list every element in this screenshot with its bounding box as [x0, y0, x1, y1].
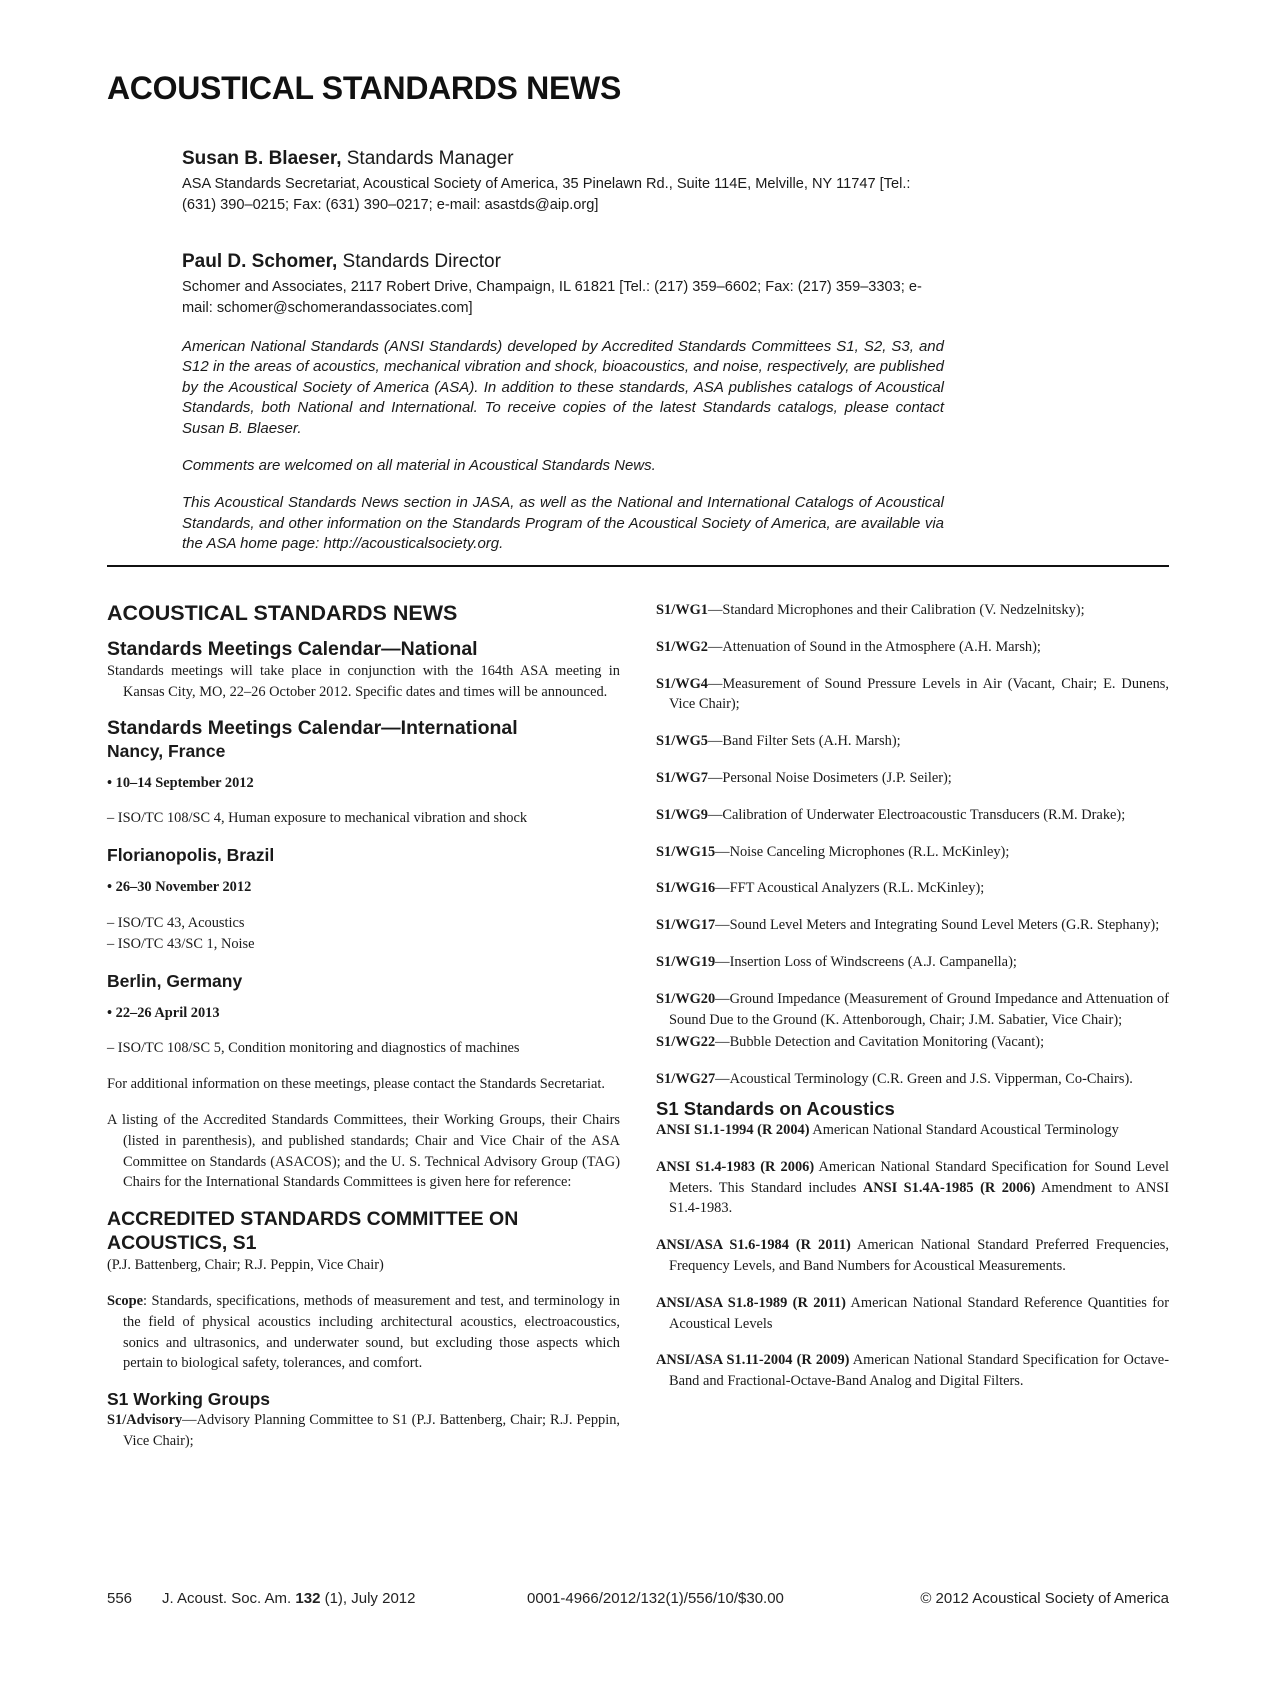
standard-item: [656, 1293, 1169, 1335]
standard-item: [656, 1157, 1169, 1219]
left-column: [107, 600, 620, 1452]
wg-text: —Calibration of Underwater Electroacoustic Transducers (R.M. Drake);: [707, 806, 1126, 823]
wg-text: —Standard Microphones and their Calibration (V. Nedzelnitsky);: [707, 602, 1085, 618]
footer-copyright: © 2012 Acoustical Society of America: [920, 1590, 1169, 1607]
wg-text: —Sound Level Meters and Integrating Sound Level Meters (G.R. Stephany);: [715, 917, 1160, 934]
international-heading: Standards Meetings Calendar—International: [107, 716, 518, 739]
footer-issn: 0001-4966/2012/132(1)/556/10/$30.00: [527, 1590, 784, 1607]
standard-text: American National Standard Specification for Octave-Band and Fractional-Octave-Band Analog and Digital Filters.: [669, 1352, 1169, 1390]
standard-text: American National Standard Preferred Frequencies, Frequency Levels, and Band Numbers for Acoustical Measurements.: [669, 1237, 1169, 1274]
wg-item: [656, 1069, 1169, 1090]
standard-code: ANSI/ASA S1.6-1984 (R 2011): [656, 1237, 851, 1254]
meeting-city: Florianopolis, Brazil: [107, 845, 275, 866]
editor-address: ASA Standards Secretariat, Acoustical Society of America, 35 Pinelawn Rd., Suite 114E, Melville, NY 11747 [Tel.: (631) 390–0215; Fax: (631) 390–0217; e-mail: asastds@aip.org]: [182, 176, 911, 213]
national-heading: Standards Meetings Calendar—National: [107, 638, 478, 660]
footer-journal: J. Acoust. Soc. Am.: [162, 1590, 296, 1607]
standards-heading: S1 Standards on Acoustics: [656, 1097, 895, 1119]
wg-code: S1/WG7: [656, 769, 708, 786]
wg-text: —Noise Canceling Microphones (R.L. McKinley);: [715, 843, 1010, 860]
editor-address: Schomer and Associates, 2117 Robert Drive, Champaign, IL 61821 [Tel.: (217) 359–6602; Fax: (217) 359–3303; e-mail: schomer@schomerandassociates.com]: [182, 279, 922, 316]
wg-item: [656, 768, 1169, 789]
intro-paragraph: Comments are welcomed on all material in Acoustical Standards News.: [182, 457, 656, 475]
standard-code: ANSI/ASA S1.8-1989 (R 2011): [656, 1294, 846, 1311]
wg-code: S1/WG19: [656, 953, 716, 970]
wg-text: —Acoustical Terminology (C.R. Green and J.S. Vipperman, Co-Chairs).: [715, 1071, 1133, 1088]
standard-amendment-text: Amendment to ANSI S1.4-1983.: [669, 1179, 1170, 1217]
standard-item: [656, 1235, 1169, 1277]
editor-block-director: [182, 250, 942, 319]
working-groups-heading: S1 Working Groups: [107, 1389, 271, 1410]
meeting-item: – ISO/TC 43/SC 1, Noise: [107, 935, 255, 952]
section-title: ACOUSTICAL STANDARDS NEWS: [107, 601, 458, 625]
meeting-date: • 22–26 April 2013: [107, 1004, 220, 1021]
standard-text: American National Standard Acoustical Terminology: [809, 1121, 1119, 1138]
wg-text: —Attenuation of Sound in the Atmosphere (A.H. Marsh);: [707, 638, 1041, 655]
wg-item: [656, 674, 1169, 716]
wg-text: —Insertion Loss of Windscreens (A.J. Campanella);: [715, 953, 1017, 970]
footer-volume: 132: [295, 1590, 321, 1607]
wg-code: S1/Advisory: [107, 1412, 183, 1429]
editor-name: Paul D. Schomer,: [182, 251, 338, 272]
meeting-city: Nancy, France: [107, 740, 226, 761]
intro-paragraph: This Acoustical Standards News section in JASA, as well as the National and International Catalogs of Acoustical Standards, and other information on the Standards Program of the Acoustical Society of America, are available via the ASA home page: http://acousticalsociety.org.: [182, 494, 944, 553]
wg-item: [656, 952, 1169, 973]
wg-code: S1/WG16: [656, 880, 716, 897]
editor-name-line: [182, 147, 942, 171]
wg-code: S1/WG4: [656, 675, 708, 692]
wg-text: —Band Filter Sets (A.H. Marsh);: [707, 733, 901, 750]
standard-text: American National Standard Specification for Sound Level Meters. This Standard includes: [669, 1158, 1169, 1196]
wg-item: [656, 731, 1169, 752]
wg-text: —Personal Noise Dosimeters (J.P. Seiler);: [707, 769, 952, 786]
header-divider: [107, 565, 1169, 567]
wg-item: [656, 637, 1169, 658]
standard-code: ANSI S1.1-1994 (R 2004): [656, 1121, 810, 1138]
standard-item: [656, 1350, 1169, 1392]
meeting-city: Berlin, Germany: [107, 970, 243, 991]
wg-text: —Advisory Planning Committee to S1 (P.J. Battenberg, Chair; R.J. Peppin, Vice Chair);: [123, 1412, 620, 1449]
right-column: [656, 600, 1169, 1408]
meeting-date: • 10–14 September 2012: [107, 774, 254, 791]
wg-code: S1/WG5: [656, 733, 708, 750]
wg-code: S1/WG1: [656, 602, 708, 618]
editor-name-line: [182, 250, 942, 274]
wg-code: S1/WG17: [656, 917, 716, 934]
wg-item: [656, 805, 1169, 826]
editor-role: Standards Manager: [346, 148, 514, 169]
wg-code: S1/WG2: [656, 638, 708, 655]
contact-text: For additional information on these meetings, please contact the Standards Secretariat.: [107, 1076, 605, 1093]
meeting-item: – ISO/TC 108/SC 5, Condition monitoring and diagnostics of machines: [107, 1040, 520, 1057]
page-footer: [107, 1590, 1169, 1612]
editor-role: Standards Director: [342, 251, 501, 272]
standard-item: [656, 1120, 1169, 1141]
standard-amendment-code: ANSI S1.4A-1985 (R 2006): [862, 1179, 1036, 1196]
scope-label: Scope: [107, 1292, 143, 1309]
footer-issue: (1), July 2012: [320, 1590, 416, 1607]
wg-item: [656, 600, 1169, 621]
wg-item: [656, 1032, 1169, 1053]
wg-item: [656, 878, 1169, 899]
footer-page-number: 556: [107, 1590, 133, 1607]
listing-text: A listing of the Accredited Standards Committees, their Working Groups, their Chairs (listed in parenthesis), and published standards; Chair and Vice Chair of the ASA Committee on Standards (ASACOS); and the U. S. Technical Advisory Group (TAG) Chairs for the International Standards Committees is given here for reference:: [107, 1111, 620, 1191]
wg-advisory: [107, 1410, 620, 1452]
wg-code: S1/WG20: [656, 990, 716, 1007]
wg-text: —Measurement of Sound Pressure Levels in Air (Vacant, Chair; E. Dunens, Vice Chair);: [669, 675, 1169, 713]
wg-code: S1/WG15: [656, 843, 716, 860]
national-text: Standards meetings will take place in conjunction with the 164th ASA meeting in Kansas City, MO, 22–26 October 2012. Specific dates and times will be announced.: [107, 663, 620, 700]
wg-item: [656, 915, 1169, 936]
s1-committee-heading: ACCREDITED STANDARDS COMMITTEE ON ACOUSTICS, S1: [107, 1208, 519, 1255]
intro-paragraph: American National Standards (ANSI Standards) developed by Accredited Standards Committees S1, S2, S3, and S12 in the areas of acoustics, mechanical vibration and shock, bioacoustics, and noise, respectively, are published by the Acoustical Society of America (ASA). In addition to these standards, ASA publishes catalogs of Acoustical Standards, both National and International. To receive copies of the latest Standards catalogs, please contact Susan B. Blaeser.: [182, 338, 944, 437]
editor-block-manager: [182, 147, 942, 216]
scope-text: : Standards, specifications, methods of measurement and test, and terminology in the field of physical acoustics including architectural acoustics, electroacoustics, sonics and ultrasonics, and underwater sound, but excluding those aspects which pertain to biological safety, tolerances, and comfort.: [123, 1292, 620, 1372]
wg-code: S1/WG27: [656, 1071, 716, 1088]
meeting-item: – ISO/TC 108/SC 4, Human exposure to mechanical vibration and shock: [107, 810, 528, 827]
scope-paragraph: [107, 1291, 620, 1374]
wg-text: —Bubble Detection and Cavitation Monitoring (Vacant);: [715, 1034, 1045, 1051]
intro-notes: [182, 337, 944, 572]
page-title: ACOUSTICAL STANDARDS NEWS: [107, 70, 621, 106]
s1-chairs: (P.J. Battenberg, Chair; R.J. Peppin, Vice Chair): [107, 1257, 384, 1274]
footer-citation: [162, 1590, 415, 1607]
wg-code: S1/WG9: [656, 806, 708, 823]
wg-text: —FFT Acoustical Analyzers (R.L. McKinley);: [715, 880, 985, 897]
standard-code: ANSI/ASA S1.11-2004 (R 2009): [656, 1352, 850, 1369]
meeting-date: • 26–30 November 2012: [107, 879, 252, 896]
standard-code: ANSI S1.4-1983 (R 2006): [656, 1158, 815, 1175]
wg-item: [656, 989, 1169, 1031]
wg-item: [656, 842, 1169, 863]
wg-text: —Ground Impedance (Measurement of Ground Impedance and Attenuation of Sound Due to the Ground (K. Attenborough, Chair; J.M. Sabatier, Vice Chair);: [669, 990, 1169, 1028]
meeting-item: – ISO/TC 43, Acoustics: [107, 914, 245, 931]
editor-name: Susan B. Blaeser,: [182, 148, 342, 169]
standard-text: American National Standard Reference Quantities for Acoustical Levels: [669, 1294, 1170, 1332]
wg-code: S1/WG22: [656, 1034, 716, 1051]
